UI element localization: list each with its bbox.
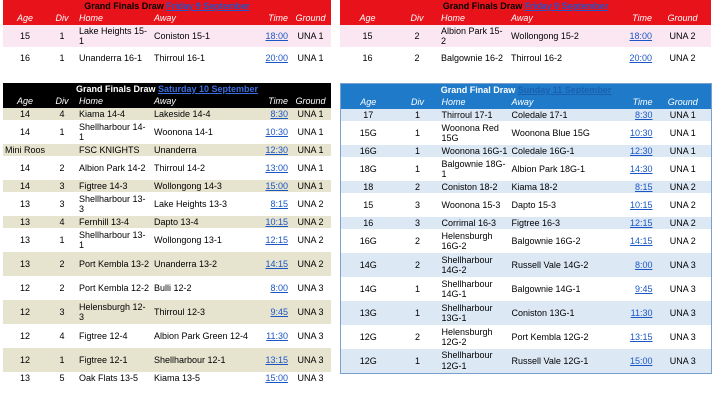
age-cell: 13 (3, 372, 47, 384)
match-row (3, 144, 331, 156)
kickoff-time-link[interactable]: 14:30 (629, 163, 653, 174)
away-team-cell: Unanderra 13-2 (152, 252, 252, 276)
age-cell: 13 (3, 216, 47, 228)
home-team-cell: Albion Park 15-2 (439, 25, 509, 47)
time-cell (605, 301, 655, 325)
away-team-cell: Thirroul 16-2 (509, 47, 604, 69)
home-team-cell: Shellharbour 13G-1 (440, 301, 510, 325)
home-team-cell: Coniston 18-2 (440, 181, 510, 193)
home-team-cell: Helensburgh 16G-2 (440, 229, 510, 253)
away-team-cell: Port Kembla 12G-2 (510, 325, 605, 349)
kickoff-time-link[interactable]: 8:00 (270, 282, 288, 293)
match-row (3, 25, 331, 47)
ground-cell: UNA 1 (655, 109, 712, 121)
ground-cell: UNA 1 (290, 108, 331, 120)
home-team-cell: Port Kembla 12-2 (77, 276, 152, 300)
div-cell: 1 (47, 228, 77, 252)
time-header: Time (605, 96, 655, 109)
age-cell: 13G (341, 301, 396, 325)
home-team-cell: Figtree 14-3 (77, 180, 152, 192)
kickoff-time-link[interactable]: 10:30 (629, 127, 653, 138)
div-cell: 2 (47, 276, 77, 300)
away-team-cell: Wollongong 14-3 (152, 180, 252, 192)
kickoff-time-link[interactable]: 15:00 (265, 180, 288, 191)
age-cell: 13 (3, 252, 47, 276)
home-team-cell: Corrimal 16-3 (440, 217, 510, 229)
sunday-draw-table (340, 83, 712, 374)
ground-cell: UNA 2 (655, 217, 712, 229)
ground-cell: UNA 1 (655, 145, 712, 157)
away-team-cell: Lakeside 14-4 (152, 108, 252, 120)
away-team-cell: Kiama 13-5 (152, 372, 252, 384)
time-cell (252, 252, 290, 276)
age-cell: 14 (3, 180, 47, 192)
kickoff-time-link[interactable]: 14:15 (265, 258, 288, 269)
away-team-cell: Thirroul 12-3 (152, 300, 252, 324)
age-cell: 18 (341, 181, 396, 193)
away-team-cell: Figtree 16-3 (510, 217, 605, 229)
div-cell (47, 144, 77, 156)
div-cell: 2 (47, 252, 77, 276)
away-team-cell: Dapto 13-4 (152, 216, 252, 228)
away-team-cell: Wollongong 13-1 (152, 228, 252, 252)
ground-cell: UNA 1 (655, 121, 712, 145)
match-row (3, 348, 331, 372)
match-row (341, 277, 712, 301)
saturday-draw-table (3, 83, 331, 384)
kickoff-time-link[interactable]: 11:30 (630, 307, 653, 318)
match-row (341, 349, 712, 373)
home-team-cell: Shellharbour 14-1 (77, 120, 152, 144)
div-cell: 4 (47, 216, 77, 228)
time-cell (252, 144, 290, 156)
home-team-cell: Port Kembla 13-2 (77, 252, 152, 276)
div-cell: 1 (396, 157, 440, 181)
match-row (341, 325, 712, 349)
div-header: Div (47, 12, 77, 25)
div-cell: 5 (47, 372, 77, 384)
ground-cell: UNA 3 (290, 348, 331, 372)
home-team-cell: Woonona 16G-1 (440, 145, 510, 157)
age-header: Age (3, 12, 47, 25)
header-row (3, 95, 331, 108)
home-team-cell: Shellharbour 12G-1 (440, 349, 510, 373)
age-cell: 15G (341, 121, 396, 145)
kickoff-time-link[interactable]: 13:00 (265, 162, 288, 173)
ground-cell: UNA 2 (654, 47, 711, 69)
age-header: Age (340, 12, 395, 25)
kickoff-time-link[interactable]: 10:15 (265, 216, 288, 227)
ground-cell: UNA 2 (290, 216, 331, 228)
age-cell: 15 (341, 193, 396, 217)
home-team-cell: Lake Heights 15-1 (77, 25, 152, 47)
match-row (341, 181, 712, 193)
time-cell (605, 325, 655, 349)
ground-cell: UNA 3 (655, 325, 712, 349)
home-team-cell: Unanderra 16-1 (77, 47, 152, 69)
age-cell: 14G (341, 277, 396, 301)
age-cell: 15 (340, 25, 395, 47)
div-cell: 1 (47, 25, 77, 47)
div-cell: 2 (396, 253, 440, 277)
kickoff-time-link[interactable]: 8:30 (270, 108, 288, 119)
ground-cell: UNA 1 (290, 144, 331, 156)
match-row (3, 252, 331, 276)
ground-cell: UNA 2 (655, 181, 712, 193)
kickoff-time-link[interactable]: 15:00 (629, 355, 653, 366)
ground-cell: UNA 2 (655, 229, 712, 253)
time-cell (605, 349, 655, 373)
kickoff-time-link[interactable]: 9:45 (634, 283, 653, 294)
div-cell: 1 (396, 301, 440, 325)
match-row (341, 157, 712, 181)
away-team-cell: Wollongong 15-2 (509, 25, 604, 47)
away-team-cell: Coledale 17-1 (510, 109, 605, 121)
div-cell: 1 (47, 47, 77, 69)
ground-header: Ground (290, 95, 331, 108)
div-header: Div (47, 95, 77, 108)
friday-draw-table-left (3, 0, 331, 69)
ground-cell: UNA 1 (290, 25, 331, 47)
header-row (3, 12, 331, 25)
kickoff-time-link[interactable]: 15:00 (265, 372, 288, 383)
ground-cell: UNA 2 (290, 192, 331, 216)
ground-cell: UNA 1 (290, 180, 331, 192)
time-cell (605, 253, 655, 277)
friday-draw-title: Grand Finals Draw Friday 9 September (340, 0, 711, 12)
ground-cell: UNA 2 (290, 252, 331, 276)
age-cell: 13 (3, 192, 47, 216)
home-team-cell: Fernhill 13-4 (77, 216, 152, 228)
kickoff-time-link[interactable]: 14:15 (629, 235, 653, 246)
match-row (3, 276, 331, 300)
home-team-cell: Helensburgh 12G-2 (440, 325, 510, 349)
header-row (341, 96, 712, 109)
kickoff-time-link[interactable]: 8:30 (634, 109, 653, 120)
ground-header: Ground (654, 12, 711, 25)
age-cell: 16G (341, 145, 396, 157)
div-cell: 2 (47, 156, 77, 180)
age-cell: 13 (3, 228, 47, 252)
match-row (341, 301, 712, 325)
home-team-cell: Balgownie 16-2 (439, 47, 509, 69)
kickoff-time-link[interactable]: 12:15 (265, 234, 288, 245)
time-cell (605, 109, 655, 121)
ground-cell: UNA 3 (290, 324, 331, 348)
match-row (3, 120, 331, 144)
time-cell (252, 180, 290, 192)
time-cell (605, 121, 655, 145)
match-row (3, 192, 331, 216)
away-header: Away (152, 95, 252, 108)
ground-header: Ground (655, 96, 712, 109)
away-team-cell: Balgownie 14G-1 (510, 277, 605, 301)
home-team-cell: Kiama 14-4 (77, 108, 152, 120)
home-team-cell: Shellharbour 14G-2 (440, 253, 510, 277)
div-cell: 3 (47, 192, 77, 216)
time-cell (604, 25, 654, 47)
sunday-draw-title: Grand Final Draw Sunday 11 September (341, 84, 712, 97)
match-row (3, 47, 331, 69)
kickoff-time-link[interactable]: 13:15 (265, 354, 288, 365)
kickoff-time-link[interactable]: 12:30 (265, 144, 288, 155)
age-cell: 14 (3, 156, 47, 180)
header-row (340, 12, 711, 25)
home-team-cell: Shellharbour 14G-1 (440, 277, 510, 301)
time-cell (252, 192, 290, 216)
match-row (3, 180, 331, 192)
away-team-cell: Shellharbour 12-1 (152, 348, 252, 372)
time-cell (252, 348, 290, 372)
time-header: Time (252, 95, 290, 108)
div-cell: 1 (396, 109, 440, 121)
time-cell (252, 47, 290, 69)
time-cell (252, 25, 290, 47)
ground-cell: UNA 1 (290, 120, 331, 144)
ground-cell: UNA 3 (655, 349, 712, 373)
kickoff-time-link[interactable]: 13:15 (629, 331, 653, 342)
age-cell: 12 (3, 300, 47, 324)
away-team-cell: Unanderra (152, 144, 252, 156)
home-header: Home (77, 95, 152, 108)
home-team-cell: Figtree 12-4 (77, 324, 152, 348)
age-cell: 14 (3, 108, 47, 120)
div-cell: 2 (396, 325, 440, 349)
match-row (340, 47, 711, 69)
home-team-cell: Oak Flats 13-5 (77, 372, 152, 384)
age-cell: 14 (3, 120, 47, 144)
away-team-cell: Coniston 15-1 (152, 25, 252, 47)
ground-cell: UNA 3 (655, 301, 712, 325)
time-cell (605, 217, 655, 229)
age-cell: 18G (341, 157, 396, 181)
div-cell: 2 (395, 25, 439, 47)
ground-cell: UNA 1 (290, 47, 331, 69)
away-team-cell: Thirroul 16-1 (152, 47, 252, 69)
kickoff-time-link[interactable]: 11:30 (266, 330, 288, 341)
time-header: Time (252, 12, 290, 25)
kickoff-time-link[interactable]: 20:00 (265, 52, 288, 63)
away-team-cell: Lake Heights 13-3 (152, 192, 252, 216)
home-team-cell: Woonona Red 15G (440, 121, 510, 145)
time-cell (252, 372, 290, 384)
div-header: Div (395, 12, 439, 25)
age-cell: 14G (341, 253, 396, 277)
age-header: Age (3, 95, 47, 108)
age-cell: 16G (341, 229, 396, 253)
home-team-cell: Helensburgh 12-3 (77, 300, 152, 324)
div-cell: 3 (396, 193, 440, 217)
ground-cell: UNA 3 (655, 253, 712, 277)
age-cell: 15 (3, 25, 47, 47)
div-header: Div (396, 96, 440, 109)
away-team-cell: Coniston 13G-1 (510, 301, 605, 325)
age-cell: 16 (3, 47, 47, 69)
div-cell: 1 (396, 145, 440, 157)
kickoff-time-link[interactable]: 20:00 (629, 52, 652, 63)
div-cell: 1 (396, 121, 440, 145)
friday-draw-table-right (340, 0, 711, 69)
time-cell (604, 47, 654, 69)
div-cell: 4 (47, 108, 77, 120)
match-row (341, 229, 712, 253)
match-row (3, 372, 331, 384)
time-cell (252, 216, 290, 228)
kickoff-time-link[interactable]: 8:15 (270, 198, 288, 209)
home-team-cell: Woonona 15-3 (440, 193, 510, 217)
ground-cell: UNA 2 (655, 193, 712, 217)
match-row (341, 217, 712, 229)
kickoff-time-link[interactable]: 12:15 (629, 217, 653, 228)
time-cell (252, 228, 290, 252)
kickoff-time-link[interactable]: 10:30 (265, 126, 288, 137)
match-row (341, 193, 712, 217)
kickoff-time-link[interactable]: 18:00 (265, 30, 288, 41)
time-cell (605, 181, 655, 193)
age-cell: 12G (341, 349, 396, 373)
kickoff-time-link[interactable]: 8:00 (634, 259, 653, 270)
time-cell (252, 120, 290, 144)
away-team-cell: Bulli 12-2 (152, 276, 252, 300)
match-row (3, 108, 331, 120)
ground-cell: UNA 3 (655, 277, 712, 301)
kickoff-time-link[interactable]: 10:15 (629, 199, 653, 210)
ground-cell: UNA 1 (655, 157, 712, 181)
time-cell (605, 193, 655, 217)
match-row (3, 216, 331, 228)
home-header: Home (77, 12, 152, 25)
time-cell (252, 324, 290, 348)
time-cell (605, 229, 655, 253)
match-row (3, 228, 331, 252)
ground-cell: UNA 3 (290, 372, 331, 384)
away-team-cell: Albion Park 18G-1 (510, 157, 605, 181)
away-team-cell: Kiama 18-2 (510, 181, 605, 193)
away-header: Away (510, 96, 605, 109)
home-team-cell: Albion Park 14-2 (77, 156, 152, 180)
age-cell: 12 (3, 348, 47, 372)
div-cell: 4 (47, 324, 77, 348)
div-cell: 2 (396, 181, 440, 193)
time-cell (252, 276, 290, 300)
div-cell: 2 (396, 229, 440, 253)
ground-header: Ground (290, 12, 331, 25)
ground-cell: UNA 2 (654, 25, 711, 47)
kickoff-time-link[interactable]: 18:00 (629, 30, 652, 41)
match-row (341, 109, 712, 121)
ground-cell: UNA 1 (290, 156, 331, 180)
div-cell: 1 (396, 277, 440, 301)
time-cell (605, 145, 655, 157)
time-cell (252, 108, 290, 120)
kickoff-time-link[interactable]: 8:15 (634, 181, 653, 192)
friday-draw-title: Grand Finals Draw Friday 9 September (3, 0, 331, 12)
away-team-cell: Russell Vale 14G-2 (510, 253, 605, 277)
away-team-cell: Dapto 15-3 (510, 193, 605, 217)
div-cell: 3 (47, 300, 77, 324)
ground-cell: UNA 3 (290, 276, 331, 300)
ground-cell: UNA 2 (290, 228, 331, 252)
time-cell (605, 157, 655, 181)
away-team-cell: Woonona 14-1 (152, 120, 252, 144)
age-cell: 16 (340, 47, 395, 69)
away-team-cell: Coledale 16G-1 (510, 145, 605, 157)
away-team-cell: Woonona Blue 15G (510, 121, 605, 145)
time-cell (252, 156, 290, 180)
div-cell: 2 (395, 47, 439, 69)
age-cell: Mini Roos (5, 144, 46, 155)
home-team-cell: Shellharbour 13-1 (77, 228, 152, 252)
match-row (340, 25, 711, 47)
away-team-cell: Balgownie 16G-2 (510, 229, 605, 253)
home-team-cell: Thirroul 17-1 (440, 109, 510, 121)
age-cell: 12G (341, 325, 396, 349)
div-cell: 1 (47, 120, 77, 144)
age-cell: 16 (341, 217, 396, 229)
div-cell: 1 (47, 348, 77, 372)
age-cell: 12 (3, 324, 47, 348)
time-cell (605, 277, 655, 301)
away-header: Away (509, 12, 604, 25)
div-cell: 3 (396, 217, 440, 229)
home-team-cell: Shellharbour 13-3 (77, 192, 152, 216)
home-team-cell: Balgownie 18G-1 (440, 157, 510, 181)
time-header: Time (604, 12, 654, 25)
age-cell: 17 (341, 109, 396, 121)
ground-cell: UNA 3 (290, 300, 331, 324)
match-row (341, 121, 712, 145)
age-cell: 12 (3, 276, 47, 300)
match-row (3, 300, 331, 324)
match-row (3, 324, 331, 348)
div-cell: 3 (47, 180, 77, 192)
home-team-cell: Figtree 12-1 (77, 348, 152, 372)
home-header: Home (439, 12, 509, 25)
away-team-cell: Russell Vale 12G-1 (510, 349, 605, 373)
time-cell (252, 300, 290, 324)
away-team-cell: Albion Park Green 12-4 (152, 324, 252, 348)
home-header: Home (440, 96, 510, 109)
match-row (341, 145, 712, 157)
saturday-draw-title: Grand Finals Draw Saturday 10 September (3, 83, 331, 95)
age-header: Age (341, 96, 396, 109)
kickoff-time-link[interactable]: 9:45 (270, 306, 288, 317)
div-cell: 1 (396, 349, 440, 373)
match-row (3, 156, 331, 180)
home-team-cell: FSC KNIGHTS (77, 144, 152, 156)
away-team-cell: Thirroul 14-2 (152, 156, 252, 180)
away-header: Away (152, 12, 252, 25)
match-row (341, 253, 712, 277)
kickoff-time-link[interactable]: 12:30 (629, 145, 653, 156)
